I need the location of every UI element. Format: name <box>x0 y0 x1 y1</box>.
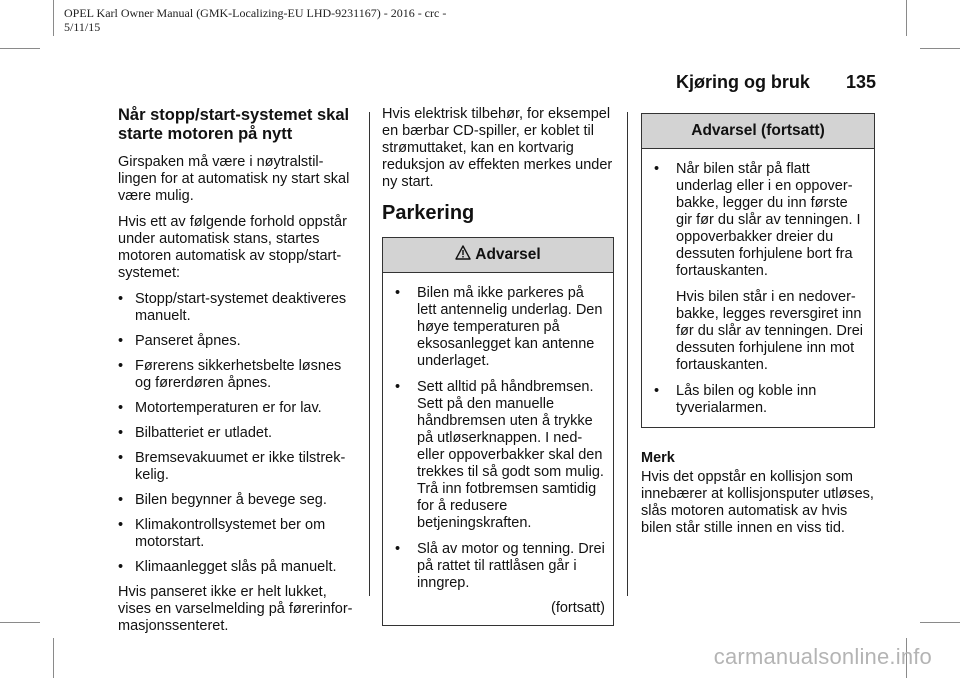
paragraph: Hvis ett av følgende forhold oppstår under automatisk stans, startes motoren automatisk av stopp/start-systemet: <box>118 214 347 281</box>
note-text: Hvis det oppstår en kollisjon som innebærer at kollisjonsputer utløses, slås motoren automatisk av hvis bilen står stille innen en viss tid. <box>641 469 874 536</box>
watermark: carmanualsonline.info <box>713 644 932 669</box>
list-item-text: Bremsevakuumet er ikke tilstrek-kelig. <box>135 450 346 483</box>
crop-mark <box>0 48 40 49</box>
bullet-icon: • <box>395 379 401 395</box>
warning-body <box>642 149 874 427</box>
warning-body <box>383 273 613 625</box>
list-item <box>118 450 358 484</box>
note-heading: Merk <box>641 450 675 466</box>
list-item <box>118 425 358 442</box>
bullet-icon: • <box>118 492 124 508</box>
crop-mark <box>920 622 960 623</box>
column-divider <box>369 112 370 596</box>
document-header-line1: OPEL Karl Owner Manual (GMK-Localizing-EU LHD-9231167) - 2016 - crc - <box>64 6 447 20</box>
page-header <box>676 72 876 93</box>
list-item-text: Klimaanlegget slås på manuelt. <box>135 559 337 575</box>
bullet-icon: • <box>654 383 660 399</box>
warning-header <box>383 238 613 273</box>
bullet-icon: • <box>118 358 124 374</box>
list-item-text: Når bilen står på flatt underlag eller i en oppover-bakke, legger du inn første gir før du slår av tenningen. I oppoverbakker dreier du dessuten forhjulene bort fra fortauskanten. <box>676 161 861 279</box>
list-item <box>391 379 605 532</box>
list-item <box>650 383 866 417</box>
warning-list <box>391 285 605 592</box>
bullet-icon: • <box>395 541 401 557</box>
warning-box-continued <box>641 113 875 428</box>
column-divider <box>627 112 628 596</box>
section-heading-restart: Når stopp/start-systemet skal starte motoren på nytt <box>118 106 350 143</box>
bullet-icon: • <box>118 291 124 307</box>
document-header-date: 5/11/15 <box>64 20 101 34</box>
bullet-icon: • <box>118 559 124 575</box>
list-item-text: Stopp/start-systemet deaktiveres manuelt. <box>135 291 347 324</box>
list-item <box>391 541 605 592</box>
list-item-text: Sett alltid på håndbremsen. Sett på den manuelle håndbremsen uten å trykke på utløserknappen. I ned-eller oppoverbakker skal den trekkes til så godt som mulig. Trå inn fotbremsen samtidig for å redusere betjeningskraften. <box>417 379 604 531</box>
crop-mark <box>53 0 54 36</box>
list-item <box>118 559 358 576</box>
warning-header: Advarsel (fortsatt) <box>642 114 874 149</box>
list-item-text: Lås bilen og koble inn tyverialarmen. <box>676 383 817 416</box>
list-item-text: Slå av motor og tenning. Drei på rattet til rattlåsen går i inngrep. <box>417 541 605 591</box>
bullet-icon: • <box>118 333 124 349</box>
list-item <box>118 492 358 509</box>
crop-mark <box>920 48 960 49</box>
page-number: 135 <box>845 72 876 92</box>
chapter-title: Kjøring og bruk <box>675 72 810 92</box>
bullet-icon: • <box>118 450 124 466</box>
list-item <box>118 517 358 551</box>
list-item <box>118 333 358 350</box>
column-middle <box>382 106 614 626</box>
section-heading-parking: Parkering <box>382 202 475 224</box>
list-item-text: Motortemperaturen er for lav. <box>135 400 322 416</box>
document-header <box>64 6 544 34</box>
paragraph: Hvis elektrisk tilbehør, for eksempel en bærbar CD-spiller, er koblet til strømuttaket, kan en kortvarig reduksjon av effekten merkes under ny start. <box>382 106 613 190</box>
warning-title: Advarsel <box>475 246 541 263</box>
list-item <box>118 358 358 392</box>
crop-mark <box>906 0 907 36</box>
column-left <box>118 106 358 644</box>
crop-mark <box>53 638 54 678</box>
bullet-icon: • <box>654 161 660 177</box>
warning-list <box>650 161 866 417</box>
crop-mark <box>0 622 40 623</box>
list-item-subparagraph: Hvis bilen står i en nedover-bakke, legges reversgiret inn før du slår av tenningen. Drei dessuten forhjulene inn mot fortauskanten. <box>676 289 863 373</box>
condition-list <box>118 291 358 576</box>
list-item <box>391 285 605 370</box>
warning-triangle-icon <box>455 245 471 260</box>
list-item <box>650 161 866 374</box>
list-item-text: Panseret åpnes. <box>135 333 241 349</box>
continued-label: (fortsatt) <box>551 600 605 616</box>
list-item-text: Førerens sikkerhetsbelte løsnes og førerdøren åpnes. <box>135 358 342 391</box>
bullet-icon: • <box>118 425 124 441</box>
paragraph: Hvis panseret ikke er helt lukket, vises en varselmelding på førerinfor-masjonssenteret. <box>118 584 353 634</box>
list-item <box>118 291 358 325</box>
bullet-icon: • <box>118 517 124 533</box>
list-item-text: Bilen begynner å bevege seg. <box>135 492 327 508</box>
bullet-icon: • <box>395 285 401 301</box>
list-item <box>118 400 358 417</box>
paragraph: Girspaken må være i nøytralstil-lingen for at automatisk ny start skal være mulig. <box>118 154 350 204</box>
list-item-text: Klimakontrollsystemet ber om motorstart. <box>135 517 326 550</box>
bullet-icon: • <box>118 400 124 416</box>
list-item-text: Bilen må ikke parkeres på lett antennelig underlag. Den høye temperaturen på eksosanlegget kan antenne underlaget. <box>417 285 603 369</box>
list-item-text: Bilbatteriet er utladet. <box>135 425 273 441</box>
warning-box <box>382 237 614 626</box>
column-right <box>641 113 875 546</box>
